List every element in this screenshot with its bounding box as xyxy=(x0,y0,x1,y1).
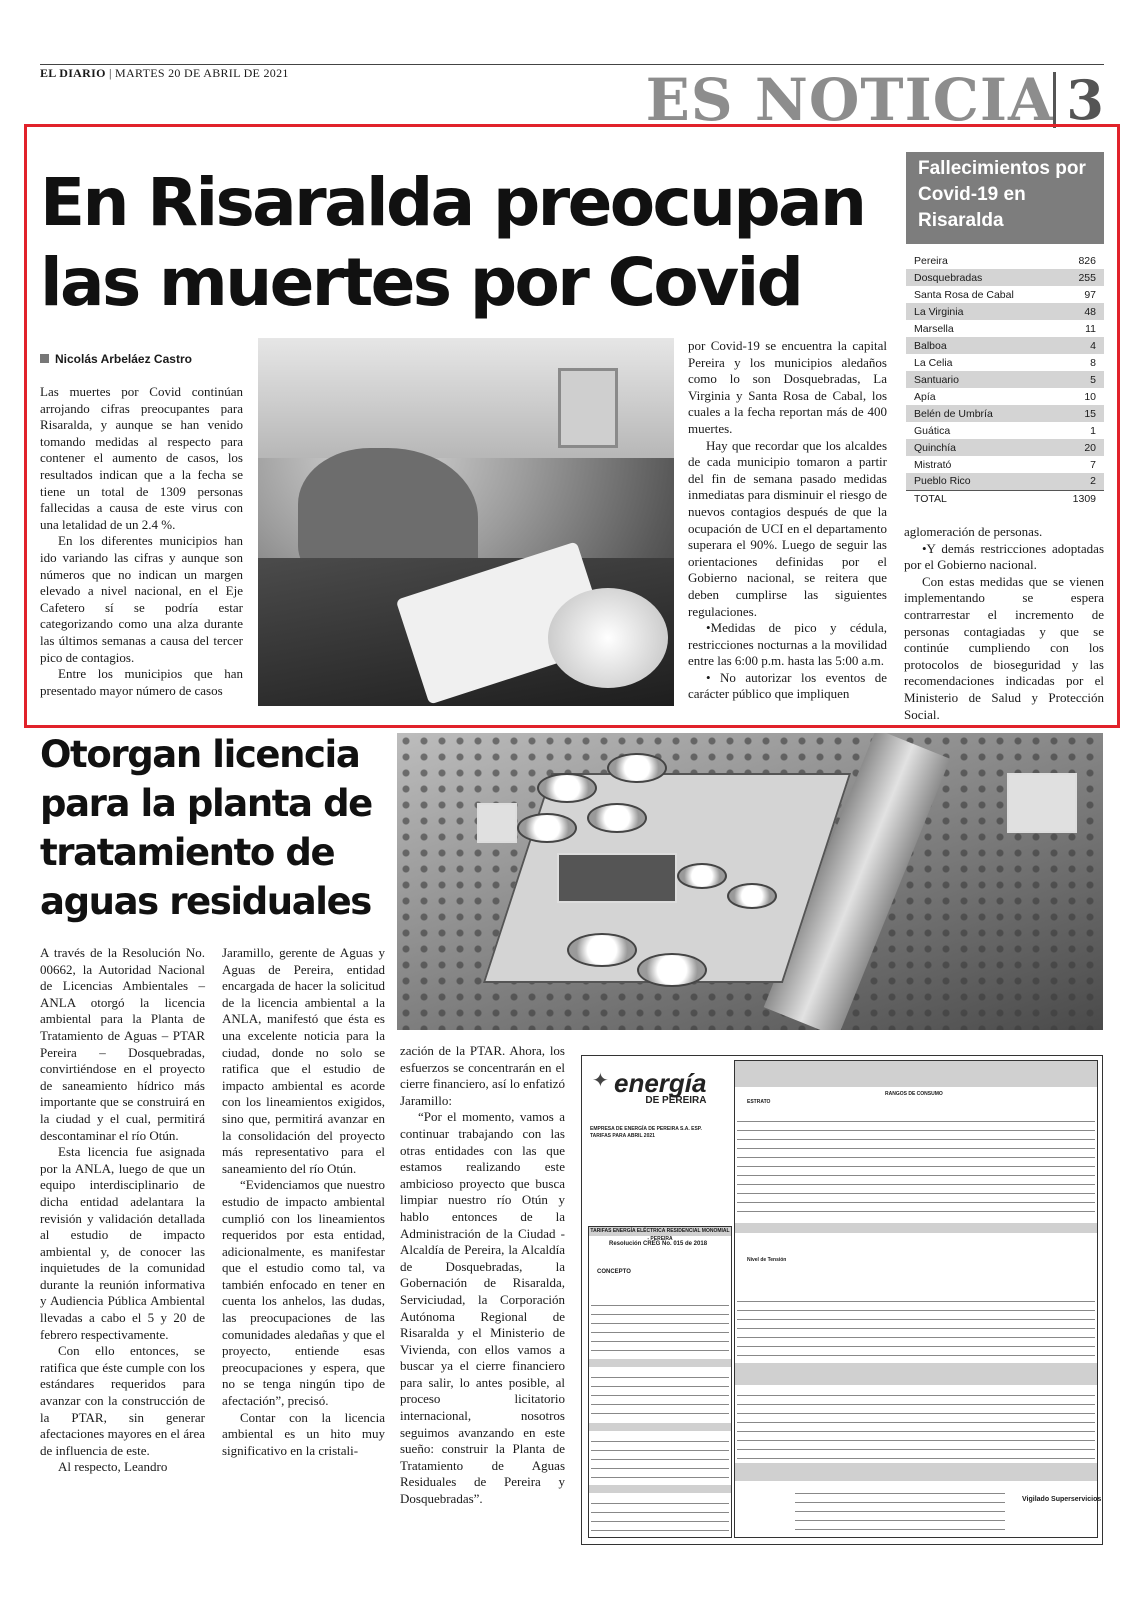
estrato-label: ESTRATO xyxy=(747,1099,771,1105)
municipality-name: Marsella xyxy=(914,322,954,335)
rangos-label: RANGOS DE CONSUMO xyxy=(885,1091,943,1097)
municipality-name: Santa Rosa de Cabal xyxy=(914,288,1014,301)
municipality-name: Balboa xyxy=(906,337,1054,354)
section-title: ES NOTICIA xyxy=(645,66,1054,134)
vigilado-label: Vigilado Superservicios xyxy=(1022,1496,1102,1503)
municipality-name: Belén de Umbría xyxy=(906,405,1054,422)
municipality-name: La Virginia xyxy=(906,303,1054,320)
table-row xyxy=(906,337,1104,354)
paragraph: Las muertes por Covid continúan arrojando cifras preocupantes para Risaralda, y aunque se han venido tomando medidas al respecto para contener el aumento de casos, los resultados indican que a la fecha se tiene un total de 1309 personas fallecidas a causa de este virus con una letalidad de un 2.4 %. xyxy=(40,384,243,532)
main-headline-line2: las muertes por Covid xyxy=(40,244,802,321)
paragraph: A través de la Resolución No. 00662, la Autoridad Nacional de Licencias Ambientales – ANLA otorgó la licencia ambiental para la Planta de Tratamiento de Aguas – PTAR Pereira – Dosquebradas, convirtiéndose en el proyecto de saneamiento hídrico más importante que se construirá en la ciudad y el cual, permitirá descontaminar el río Otún. xyxy=(40,945,205,1143)
death-count: 11 xyxy=(1085,322,1096,335)
paragraph: por Covid-19 se encuentra la capital Pereira y los municipios aledaños como lo son Dosquebradas, La Virginia y Santa Rosa de Cabal, los cuales a la fecha reportan más de 400 muertes. xyxy=(688,338,887,436)
deaths-table xyxy=(906,252,1104,507)
death-count: 8 xyxy=(1090,356,1096,369)
paragraph: zación de la PTAR. Ahora, los esfuerzos se concentrarán en el cierre financiero, así lo enfatizó Jaramillo: xyxy=(400,1043,565,1108)
death-count: 20 xyxy=(1054,439,1104,456)
paragraph: Con ello entonces, se ratifica que éste cumple con los estándares requeridos para avanzar con la construcción de la PTAR, sin generar afectaciones mayores en el área de influencia de este. xyxy=(40,1343,205,1458)
deaths-sidebar xyxy=(906,152,1104,507)
masthead-separator: | xyxy=(109,66,112,80)
table-row xyxy=(906,405,1104,422)
death-count: 10 xyxy=(1084,390,1096,403)
second-column-2 xyxy=(222,945,385,1459)
municipality-name: Pereira xyxy=(914,254,948,267)
paragraph: Con estas medidas que se vienen implementando se espera contrarrestar el incremento de personas contagiadas y que se continúe cumpliendo con los protocolos de bioseguridad y las recomendaciones indicadas por el Ministerio de Salud y Protección Social. xyxy=(904,573,1104,722)
table-row xyxy=(906,388,1104,405)
municipality-name: Pueblo Rico xyxy=(906,473,1054,490)
municipality-name: Quinchía xyxy=(906,439,1054,456)
brand-name: energía xyxy=(614,1068,707,1098)
sidebar-title: Fallecimientos por Covid-19 en Risaralda xyxy=(906,152,1104,244)
page-number: 3 xyxy=(1053,72,1104,128)
table-row-total xyxy=(906,490,1104,507)
ptar-rendering xyxy=(397,733,1103,1030)
paragraph: Contar con la licencia ambiental es un hito muy significativo en la cristali- xyxy=(222,1409,385,1458)
masthead xyxy=(40,64,1104,134)
main-headline xyxy=(40,163,880,323)
table-row xyxy=(906,371,1104,388)
second-headline: Otorgan licencia para la planta de tratamiento de aguas residuales xyxy=(40,733,372,923)
table-row xyxy=(906,473,1104,490)
municipality-name: Mistrató xyxy=(914,458,952,471)
tariff-table-right xyxy=(734,1060,1098,1538)
masthead-meta xyxy=(40,66,289,81)
death-count: 826 xyxy=(1078,254,1096,267)
main-column-3 xyxy=(904,524,1104,723)
paragraph: •Y demás restricciones adoptadas por el Gobierno nacional. xyxy=(904,540,1104,573)
paragraph: Entre los municipios que han presentado mayor número de casos xyxy=(40,666,243,698)
resolution-label: Resolución CREG No. 015 de 2018 xyxy=(609,1241,708,1247)
paragraph: aglomeración de personas. xyxy=(904,524,1043,539)
main-column-1 xyxy=(40,384,243,699)
energy-logo xyxy=(614,1068,707,1106)
municipality-name: Santuario xyxy=(906,371,1054,388)
table-row xyxy=(906,252,1104,269)
death-count: 4 xyxy=(1054,337,1104,354)
municipality-name: TOTAL xyxy=(906,490,1054,507)
death-count: 2 xyxy=(1054,473,1104,490)
paragraph: Al respecto, Leandro xyxy=(58,1459,168,1475)
hospital-photo xyxy=(258,338,674,706)
author-name: Nicolás Arbeláez Castro xyxy=(55,352,192,366)
municipality-name: La Celia xyxy=(914,356,953,369)
death-count: 97 xyxy=(1084,288,1096,301)
death-count: 48 xyxy=(1054,303,1104,320)
byline xyxy=(40,352,192,366)
table-row xyxy=(906,303,1104,320)
death-count: 1309 xyxy=(1054,490,1104,507)
tariffs-period: TARIFAS PARA ABRIL 2021 xyxy=(590,1133,655,1139)
death-count: 1 xyxy=(1090,424,1096,437)
table-row xyxy=(906,422,1104,439)
second-column-3 xyxy=(400,1043,565,1508)
table-row xyxy=(906,286,1104,303)
paragraph: Esta licencia fue asignada por la ANLA, luego de que un equipo interdisciplinario de dicha entidad adelantara la revisión y validación detallada al estudio de impacto ambiental y, de conocer las inquietudes de la comunidad durante la reunión informativa y Audiencia Pública Ambiental llevadas a cabo el 5 y 20 de febrero respectivamente. xyxy=(40,1144,205,1342)
nivel-label: Nivel de Tensión xyxy=(747,1257,787,1263)
table-row xyxy=(906,354,1104,371)
concepto-label: CONCEPTO xyxy=(597,1269,631,1275)
byline-square-icon xyxy=(40,354,49,363)
paragraph: En los diferentes municipios han ido variando las cifras y aunque son números que no indican un margen elevado a nivel nacional, en el Eje Cafetero sí se podría estar categorizando como una alza durante las últimos semanas a causa del tercer pico de contagios. xyxy=(40,533,243,665)
paragraph: “Por el momento, vamos a continuar trabajando con las otras entidades con las que estamos realizando este ambicioso proyecto que busca limpiar nuestro río Otún y hablo entonces de la Administración de la Ciudad - Alcaldía de Pereira, la Alcaldía de Dosquebradas, la Gobernación de Risaralda, Serviciudad, la Corporación Autónoma Regional de Risaralda y el Ministerio de Vivienda, con ellos vamos a buscar ya el cierre financiero para salir, lo antes posible, al proceso licitatorio internacional, nosotros seguimos avanzando en este sueño: construir la Planta de Tratamiento de Aguas Residuales de Pereira y Dosquebradas”. xyxy=(400,1109,565,1507)
paragraph: “Evidenciamos que nuestro estudio de impacto ambiental cumplió con los lineamientos requeridos por esta entidad, adicionalmente, es manifestar que el estudio como tal, va también enfocado en tener en cuenta los anhelos, las dudas, las preocupaciones de las comunidades aledañas y que el proyecto, entiende esas preocupaciones y espera, que no se tenga ningún tipo de afectación”, precisó. xyxy=(222,1177,385,1409)
energy-ad xyxy=(581,1055,1103,1545)
paragraph: •Medidas de pico y cédula, restricciones nocturnas a la movilidad entre las 6:00 p.m. hasta las 5:00 a.m. xyxy=(688,620,887,669)
tariff-title: TARIFAS ENERGÍA ELÉCTRICA RESIDENCIAL MONOMIAL - PEREIRA xyxy=(590,1228,730,1242)
second-column-1 xyxy=(40,945,205,1476)
municipality-name: Guática xyxy=(914,424,951,437)
table-row xyxy=(906,269,1104,286)
death-count: 7 xyxy=(1090,458,1096,471)
company-name: EMPRESA DE ENERGÍA DE PEREIRA S.A. ESP. xyxy=(590,1126,702,1132)
masthead-rule xyxy=(40,64,1104,65)
death-count: 15 xyxy=(1054,405,1104,422)
municipality-name: Apía xyxy=(914,390,936,403)
death-count: 5 xyxy=(1054,371,1104,388)
main-headline-line1: En Risaralda preocupan xyxy=(40,164,865,241)
paragraph: • No autorizar los eventos de carácter público que impliquen xyxy=(688,669,887,702)
paper-name: EL DIARIO xyxy=(40,66,106,80)
paragraph: Hay que recordar que los alcaldes de cada municipio tomaron a partir del fin de semana pasado medidas inmediatas para disminuir el riesgo de nuevos contagios después de que la ocupación de UCI en el departamento superara el 90%. Luego de seguir las orientaciones definidas por el Gobierno nacional, se reitera que deben cumplirse las siguientes regulaciones. xyxy=(688,437,887,619)
brand-sub: DE PEREIRA xyxy=(645,1095,707,1106)
death-count: 255 xyxy=(1054,269,1104,286)
main-column-2 xyxy=(688,338,887,703)
table-row xyxy=(906,456,1104,473)
issue-date: MARTES 20 DE ABRIL DE 2021 xyxy=(115,66,289,80)
paragraph: Jaramillo, gerente de Aguas y Aguas de Pereira, entidad encargada de hacer la solicitud de la licencia ambiental a la ANLA, manifestó que ésta es una excelente noticia para la ciudad, donde no solo se ratifica que el estudio de impacto ambiental es acorde con los lineamientos exigidos, sino que, permitirá avanzar en la consolidación del proyecto más representativo para el saneamiento del río Otún. xyxy=(222,945,385,1176)
ad-intro xyxy=(590,1126,738,1140)
table-row xyxy=(906,439,1104,456)
municipality-name: Dosquebradas xyxy=(906,269,1054,286)
tariff-table-left xyxy=(588,1226,732,1538)
table-row xyxy=(906,320,1104,337)
energy-logo-icon: ✦ xyxy=(592,1070,609,1092)
